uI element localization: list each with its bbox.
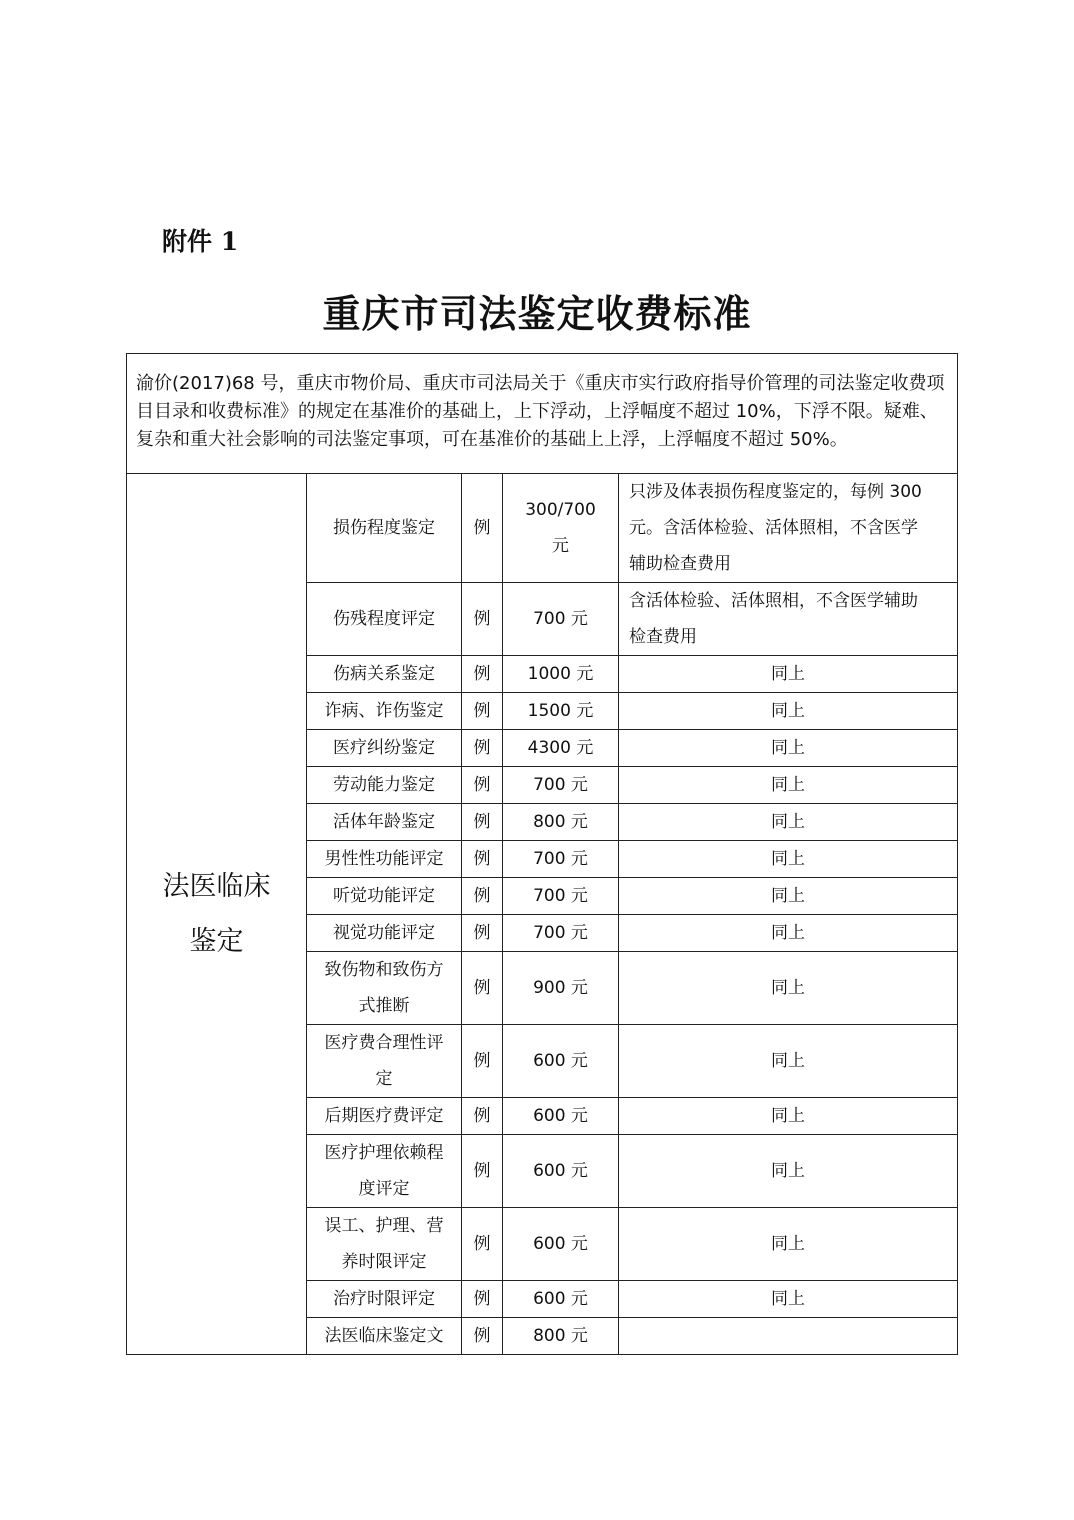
item-cell-line: 医疗护理依赖程: [324, 1143, 444, 1163]
item-cell-line: 男性性功能评定: [324, 849, 444, 869]
unit-cell: 例: [462, 474, 503, 583]
price-cell-line: 600 元: [533, 1234, 588, 1254]
price-cell: [503, 1135, 619, 1208]
item-cell: [307, 952, 462, 1025]
note-cell-line: 同上: [771, 978, 805, 998]
note-cell-line: 同上: [771, 664, 805, 684]
intro-row: [127, 354, 958, 474]
note-cell: [619, 730, 958, 767]
item-cell-line: 度评定: [358, 1179, 410, 1199]
price-cell: [503, 1025, 619, 1098]
price-cell-line: 600 元: [533, 1051, 588, 1071]
item-cell: [307, 1098, 462, 1135]
unit-cell: 例: [462, 804, 503, 841]
note-cell-line: 同上: [771, 1289, 805, 1309]
note-cell: [619, 878, 958, 915]
price-cell: [503, 1281, 619, 1318]
price-cell-line: 600 元: [533, 1161, 588, 1181]
note-cell-line: 只涉及体表损伤程度鉴定的，每例 300: [629, 482, 922, 502]
unit-cell: 例: [462, 915, 503, 952]
price-cell: [503, 1208, 619, 1281]
category-cell: [127, 474, 307, 1355]
price-cell: [503, 767, 619, 804]
fee-table-body: [127, 354, 958, 1355]
note-cell: [619, 693, 958, 730]
price-cell-line: 600 元: [533, 1106, 588, 1126]
item-cell-line: 医疗纠纷鉴定: [333, 738, 435, 758]
note-cell-line: 同上: [771, 1161, 805, 1181]
item-cell-line: 式推断: [358, 996, 410, 1016]
price-cell-line: 700 元: [533, 775, 588, 795]
note-cell: [619, 915, 958, 952]
item-cell-line: 治疗时限评定: [333, 1289, 435, 1309]
item-cell: [307, 583, 462, 656]
intro-text: 渝价(2017)68 号，重庆市物价局、重庆市司法局关于《重庆市实行政府指导价管理的司法鉴定收费项目目录和收费标准》的规定在基准价的基础上，上下浮动，上浮幅度不超过 10%，下浮不限。疑难、复杂和重大社会影响的司法鉴定事项，可在基准价的基础上上浮，上浮幅度不超过 50%。: [127, 354, 958, 474]
price-cell-line: 800 元: [533, 812, 588, 832]
item-cell-line: 伤病关系鉴定: [333, 664, 435, 684]
price-cell: [503, 878, 619, 915]
item-cell-line: 劳动能力鉴定: [333, 775, 435, 795]
note-cell: [619, 1208, 958, 1281]
note-cell-line: 同上: [771, 1106, 805, 1126]
item-cell: [307, 878, 462, 915]
item-cell-line: 损伤程度鉴定: [333, 518, 435, 538]
unit-cell: 例: [462, 767, 503, 804]
note-cell-line: 同上: [771, 886, 805, 906]
note-cell: [619, 1318, 958, 1355]
unit-cell: 例: [462, 878, 503, 915]
price-cell: [503, 1098, 619, 1135]
note-cell-line: 同上: [771, 775, 805, 795]
unit-cell: 例: [462, 656, 503, 693]
unit-cell: 例: [462, 841, 503, 878]
category-label-line2: 鉴定: [189, 926, 244, 957]
unit-cell: 例: [462, 583, 503, 656]
note-cell: [619, 1025, 958, 1098]
item-cell: [307, 915, 462, 952]
price-cell-line: 600 元: [533, 1289, 588, 1309]
unit-cell: 例: [462, 1318, 503, 1355]
unit-cell: 例: [462, 1281, 503, 1318]
unit-cell: 例: [462, 952, 503, 1025]
price-cell: [503, 952, 619, 1025]
note-cell-line: 同上: [771, 812, 805, 832]
note-cell: [619, 1135, 958, 1208]
note-cell-line: 同上: [771, 849, 805, 869]
note-cell-line: 辅助检查费用: [629, 554, 731, 574]
price-cell: [503, 915, 619, 952]
price-cell-line: 1000 元: [527, 664, 594, 684]
item-cell: [307, 767, 462, 804]
item-cell-line: 听觉功能评定: [333, 886, 435, 906]
unit-cell: 例: [462, 1098, 503, 1135]
item-cell-line: 养时限评定: [341, 1252, 427, 1272]
note-cell: [619, 474, 958, 583]
unit-cell: 例: [462, 1135, 503, 1208]
price-cell-line: 900 元: [533, 978, 588, 998]
note-cell-line: 同上: [771, 1051, 805, 1071]
price-cell-line: 700 元: [533, 609, 588, 629]
item-cell: [307, 841, 462, 878]
note-cell: [619, 767, 958, 804]
table-row: [127, 474, 958, 583]
price-cell-line: 元: [552, 536, 569, 556]
note-cell: [619, 583, 958, 656]
note-cell-line: 含活体检验、活体照相，不含医学辅助: [629, 591, 918, 611]
item-cell: [307, 730, 462, 767]
item-cell-line: 伤残程度评定: [333, 609, 435, 629]
item-cell: [307, 1208, 462, 1281]
item-cell-line: 定: [375, 1069, 393, 1089]
price-cell: [503, 804, 619, 841]
price-cell: [503, 730, 619, 767]
note-cell: [619, 841, 958, 878]
price-cell: [503, 693, 619, 730]
item-cell: [307, 693, 462, 730]
note-cell: [619, 804, 958, 841]
price-cell-line: 700 元: [533, 886, 588, 906]
annex-label: 附件 1: [162, 227, 239, 256]
item-cell-line: 法医临床鉴定文: [324, 1326, 444, 1346]
note-cell: [619, 1098, 958, 1135]
item-cell-line: 致伤物和致伤方: [324, 960, 444, 980]
price-cell-line: 4300 元: [527, 738, 594, 758]
price-cell: [503, 1318, 619, 1355]
unit-cell: 例: [462, 1025, 503, 1098]
note-cell-line: 元。含活体检验、活体照相，不含医学: [629, 518, 918, 538]
price-cell: [503, 583, 619, 656]
item-cell-line: 活体年龄鉴定: [333, 812, 435, 832]
note-cell: [619, 656, 958, 693]
item-cell: [307, 474, 462, 583]
note-cell-line: 同上: [771, 738, 805, 758]
item-cell-line: 后期医疗费评定: [324, 1106, 444, 1126]
note-cell-line: 检查费用: [629, 627, 697, 647]
item-cell-line: 诈病、诈伤鉴定: [324, 701, 444, 721]
item-cell: [307, 804, 462, 841]
page-title: 重庆市司法鉴定收费标准: [322, 291, 752, 336]
item-cell: [307, 656, 462, 693]
unit-cell: 例: [462, 1208, 503, 1281]
price-cell-line: 700 元: [533, 923, 588, 943]
item-cell: [307, 1318, 462, 1355]
note-cell-line: 同上: [771, 701, 805, 721]
price-cell: [503, 656, 619, 693]
price-cell: [503, 474, 619, 583]
note-cell-line: 同上: [771, 1234, 805, 1254]
note-cell-line: 同上: [771, 923, 805, 943]
price-cell-line: 300/700: [525, 500, 596, 520]
note-cell: [619, 1281, 958, 1318]
item-cell-line: 医疗费合理性评: [324, 1033, 444, 1053]
item-cell-line: 视觉功能评定: [333, 923, 435, 943]
item-cell: [307, 1281, 462, 1318]
category-label-line1: 法医临床: [162, 871, 271, 902]
unit-cell: 例: [462, 693, 503, 730]
price-cell-line: 700 元: [533, 849, 588, 869]
note-cell: [619, 952, 958, 1025]
item-cell: [307, 1135, 462, 1208]
price-cell: [503, 841, 619, 878]
price-cell-line: 1500 元: [527, 701, 594, 721]
item-cell-line: 误工、护理、营: [324, 1216, 444, 1236]
fee-table: [126, 353, 958, 1355]
unit-cell: 例: [462, 730, 503, 767]
item-cell: [307, 1025, 462, 1098]
price-cell-line: 800 元: [533, 1326, 588, 1346]
